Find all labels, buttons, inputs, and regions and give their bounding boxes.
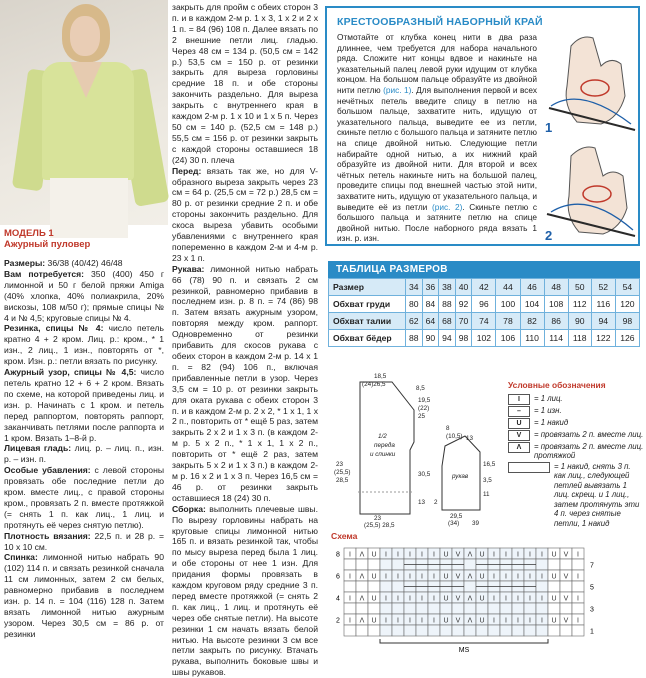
size-cell: 116 xyxy=(591,296,615,313)
chart-cell xyxy=(488,603,500,614)
chart-symbol: U xyxy=(479,617,485,625)
chart-symbol: I xyxy=(409,617,411,625)
fig2-number: 2 xyxy=(545,228,553,243)
svg-text:30,5: 30,5 xyxy=(418,471,431,478)
chart-symbol: Λ xyxy=(467,595,473,603)
chart-symbol: Λ xyxy=(359,573,365,581)
svg-text:и спинки: и спинки xyxy=(370,451,396,458)
rapport-bracket xyxy=(380,639,548,643)
chart-symbol: I xyxy=(349,617,351,625)
col1-paragraph: Спинка: лимонной нитью набрать 90 (102) 114 п. и связать резинкой сначала 11 см лимонных, затем 2 см белых, равномерно прибавив в последнем изн. р. 14 п. = 104 (116) 128 п. Затем вязать лимонной нитью ажурным узором. Через 30,5 см = 86 р. от резинки xyxy=(4,552,164,639)
chart-symbol: I xyxy=(505,573,507,581)
legend-desc: = провязать 2 п. вместе лиц. xyxy=(534,429,644,439)
chart-symbol: Λ xyxy=(467,617,473,625)
svg-text:11: 11 xyxy=(483,491,490,498)
chart-cell xyxy=(464,603,476,614)
chart-symbol: I xyxy=(529,617,531,625)
chart-symbol: I xyxy=(577,595,579,603)
chart-row-number: 6 xyxy=(336,573,340,581)
size-cell: 122 xyxy=(591,330,615,347)
chart-symbol: I xyxy=(433,617,435,625)
chart-symbol: V xyxy=(563,595,569,603)
chart-cell xyxy=(512,625,524,636)
chart-row-number: 3 xyxy=(590,606,594,614)
legend-desc: = 1 изн. xyxy=(534,405,562,415)
size-cell: 108 xyxy=(544,296,568,313)
chart-symbol: V xyxy=(563,551,569,559)
chart-symbol: I xyxy=(421,573,423,581)
chart-symbol: I xyxy=(505,551,507,559)
size-cell: 92 xyxy=(455,296,472,313)
size-cell: 84 xyxy=(422,296,439,313)
chart-cell xyxy=(548,581,560,592)
size-cell: 44 xyxy=(496,279,520,296)
size-cell: 86 xyxy=(544,313,568,330)
size-cell: 52 xyxy=(591,279,615,296)
svg-text:13: 13 xyxy=(418,499,426,506)
chart-cell xyxy=(560,559,572,570)
chart-symbol: I xyxy=(409,573,411,581)
legend-desc: = провязать 2 п. вместе лиц. протяжкой xyxy=(534,441,644,460)
chart-symbol: I xyxy=(409,551,411,559)
chart-symbol: I xyxy=(433,573,435,581)
size-cell: 70 xyxy=(455,313,472,330)
size-cell: 104 xyxy=(520,296,544,313)
legend-item xyxy=(508,442,644,461)
chart-symbol: I xyxy=(421,595,423,603)
chart-cell xyxy=(464,625,476,636)
chart-cell xyxy=(548,603,560,614)
legend-symbol xyxy=(508,462,550,473)
col1-paragraph: Лицевая гладь: лиц. р. – лиц. п., изн. р. – изн. п. xyxy=(4,443,164,465)
svg-text:23: 23 xyxy=(336,461,344,468)
chart-cell xyxy=(344,603,356,614)
chart-symbol: Λ xyxy=(359,595,365,603)
chart-symbol: U xyxy=(551,595,557,603)
svg-text:(25,5): (25,5) xyxy=(334,469,351,476)
size-table-title: ТАБЛИЦА РАЗМЕРОВ xyxy=(328,261,640,278)
chart-symbol: I xyxy=(517,551,519,559)
chart-cell xyxy=(476,603,488,614)
chart-cell xyxy=(428,603,440,614)
chart-cell xyxy=(344,625,356,636)
size-row-label: Размер xyxy=(329,279,406,296)
size-cell: 94 xyxy=(439,330,456,347)
chart-symbol: U xyxy=(443,551,449,559)
chart-cell xyxy=(368,625,380,636)
chart-symbol: I xyxy=(385,573,387,581)
chart-cell xyxy=(536,581,548,592)
chart-cell xyxy=(572,603,584,614)
chart-symbol: I xyxy=(397,551,399,559)
chart-symbol: I xyxy=(505,617,507,625)
svg-text:3,5: 3,5 xyxy=(483,477,492,484)
chart-symbol: V xyxy=(563,573,569,581)
chart-symbol: I xyxy=(385,551,387,559)
size-cell: 82 xyxy=(520,313,544,330)
legend-symbol: – xyxy=(508,406,530,417)
legend-symbol: Λ xyxy=(508,442,530,453)
size-cell: 94 xyxy=(591,313,615,330)
size-cell: 64 xyxy=(422,313,439,330)
chart-cell xyxy=(368,603,380,614)
svg-text:(24)26,5: (24)26,5 xyxy=(362,381,386,388)
chart-symbol: I xyxy=(397,617,399,625)
size-cell: 48 xyxy=(544,279,568,296)
size-cell: 40 xyxy=(455,279,472,296)
chart-symbol: I xyxy=(529,573,531,581)
legend-item xyxy=(508,418,644,429)
size-row-label: Обхват груди xyxy=(329,296,406,313)
chart-cell xyxy=(356,603,368,614)
chart-symbol: U xyxy=(443,595,449,603)
chart-row-number: 8 xyxy=(336,551,340,559)
chart-symbol: I xyxy=(433,551,435,559)
chart-symbol: I xyxy=(541,573,543,581)
instructions-column-1 xyxy=(4,228,164,640)
size-cell: 50 xyxy=(568,279,591,296)
chart-cell xyxy=(572,625,584,636)
chart-symbol: Λ xyxy=(467,573,473,581)
size-cell: 98 xyxy=(615,313,639,330)
legend-symbol: I xyxy=(508,394,530,405)
chart-cell xyxy=(428,625,440,636)
svg-text:28,5: 28,5 xyxy=(336,477,349,484)
instructions-column-2 xyxy=(172,2,318,678)
chart-symbol: V xyxy=(455,551,461,559)
chart-cell xyxy=(356,625,368,636)
svg-text:18,5: 18,5 xyxy=(374,373,387,380)
cast-on-title: КРЕСТООБРАЗНЫЙ НАБОРНЫЙ КРАЙ xyxy=(337,16,543,28)
legend-item xyxy=(508,430,644,441)
size-cell: 98 xyxy=(455,330,472,347)
col1-paragraph: Размеры: 36/38 (40/42) 46/48 xyxy=(4,258,123,268)
col1-paragraph: Ажурный узор, спицы № 4,5: число петель кратно 12 + 6 + 2 кром. Вязать по схеме, на которой приведены лиц. и изн. р. Начинать с 1 кром. и петель перед раппортом, повторять раппорт, заканчивать петлями после раппорта и 1 кром. Вязать 1–8-й р. xyxy=(4,367,164,443)
size-cell: 42 xyxy=(472,279,496,296)
chart-symbol: I xyxy=(433,595,435,603)
size-cell: 118 xyxy=(568,330,591,347)
chart-symbol: I xyxy=(541,595,543,603)
chart-cell xyxy=(416,603,428,614)
size-cell: 68 xyxy=(439,313,456,330)
chart-row-number: 2 xyxy=(336,617,340,625)
chart-symbol: U xyxy=(551,573,557,581)
fig2-ref: (рис. 2) xyxy=(431,201,463,212)
size-cell: 78 xyxy=(496,313,520,330)
size-row-label: Обхват бёдер xyxy=(329,330,406,347)
chart-symbol: U xyxy=(443,617,449,625)
chart-symbol: I xyxy=(529,551,531,559)
size-cell: 80 xyxy=(406,296,423,313)
chart-cell xyxy=(560,625,572,636)
chart-cell xyxy=(452,603,464,614)
chart-cell xyxy=(560,603,572,614)
chart-cell xyxy=(548,559,560,570)
size-cell: 62 xyxy=(406,313,423,330)
legend-item xyxy=(508,394,644,405)
chart-symbol: U xyxy=(443,573,449,581)
chart-cell xyxy=(536,603,548,614)
model-name: Ажурный пуловер xyxy=(4,239,91,250)
chart-symbol: I xyxy=(493,617,495,625)
size-cell: 54 xyxy=(615,279,639,296)
svg-text:2: 2 xyxy=(434,499,438,506)
chart-cell xyxy=(380,581,392,592)
chart-symbol: I xyxy=(421,551,423,559)
chart-cell xyxy=(404,625,416,636)
chart-symbol: V xyxy=(563,617,569,625)
chart-cell xyxy=(500,603,512,614)
chart-cell xyxy=(500,625,512,636)
fig1-ref: (рис. 1) xyxy=(383,84,412,95)
size-row xyxy=(329,296,640,313)
svg-text:(22): (22) xyxy=(418,405,430,412)
svg-text:25: 25 xyxy=(418,413,426,420)
svg-text:переда: переда xyxy=(374,442,395,449)
chart-symbol: U xyxy=(371,595,377,603)
chart-symbol: I xyxy=(517,617,519,625)
chart-symbol: I xyxy=(577,617,579,625)
legend-symbol: V xyxy=(508,430,530,441)
chart-row-number: 5 xyxy=(590,584,594,592)
chart-cell xyxy=(380,625,392,636)
chart-symbol: Λ xyxy=(467,551,473,559)
chart-cell xyxy=(392,625,404,636)
size-cell: 34 xyxy=(406,279,423,296)
chart-cell xyxy=(536,559,548,570)
chart-symbol: U xyxy=(371,617,377,625)
chart-symbol: I xyxy=(493,551,495,559)
chart-symbol: U xyxy=(479,551,485,559)
size-cell: 46 xyxy=(520,279,544,296)
fig1-number: 1 xyxy=(545,120,553,135)
svg-text:(10,5): (10,5) xyxy=(446,433,463,440)
size-cell: 126 xyxy=(615,330,639,347)
size-cell: 74 xyxy=(472,313,496,330)
chart-row-number: 7 xyxy=(590,562,594,570)
chart-cell xyxy=(356,581,368,592)
chart-cell xyxy=(368,559,380,570)
chart-cell xyxy=(416,625,428,636)
chart-symbol: U xyxy=(371,551,377,559)
size-row xyxy=(329,330,640,347)
chart-cell xyxy=(512,603,524,614)
size-cell: 114 xyxy=(544,330,568,347)
chart-symbol: U xyxy=(371,573,377,581)
chart-symbol: U xyxy=(551,617,557,625)
col2-paragraph: Сборка: выполнить плечевые швы. По вырезу горловины набрать на круговые спицы лимонной нитью 165 п. и вязать резинкой так, чтобы по мысу выреза перед была 1 лиц. и обе стороны от нее 1 изн. Для придания формы провязать в каждом круговом ряду средние 3 п. перед вместе протяжкой (= снять 2 п. как лиц., 1 лиц. и протянуть её через обе снятые петли). На высоте резинки 1 см начать вязать белой нитью. На высоте резинки 3 см все петли закрыть по рисунку. Втачать рукава, выполнить боковые швы и швы рукавов. xyxy=(172,503,318,678)
size-cell: 120 xyxy=(615,296,639,313)
col1-paragraph: Вам потребуется: 350 (400) 450 г лимонной и 50 г белой пряжи Amiga (40% хлопка, 40% полиакрила, 20% вискозы, 108 м/50 г); прямые спицы № 4 и № 4,5; круговые спицы № 4. xyxy=(4,268,164,323)
cast-on-text: Отмотайте от клубка конец нити в два раза длиннее, чем требуется для набора начального ряда. Сложите нит концы вдвое и накиньте на указательный палец левой руки идущим от клубка концом. На большом пальце образуйте из двойной нити петлю (рис. 1). Для выполнения первой и всех нечётных петель введите спицу в петлю на большом пальце, захватите нить, идущую от указательного пальца, выведите ее из петли, скиньте петлю с большого пальца и затяните петлю на спице двойной нитью. Следующие петли набирайте одной нитью, а их нижний край образуйте из двойной нити. Для второй и всех чётных петель накиньте нить на большой палец, проведите спицы под внешней частью этой нити, захватите нить, идущую от указательного пальца, и выведите её из петли (рис. 2). Скиньте петлю с большого пальца и затяните петлю на спице двойной нитью. После наборного ряда вязать 1 изн. р. изн. xyxy=(337,32,538,244)
size-cell: 38 xyxy=(439,279,456,296)
svg-text:8: 8 xyxy=(446,425,450,432)
chart-symbol: I xyxy=(529,595,531,603)
col2-paragraph: Перед: вязать так же, но для V-образного выреза закрыть через 23 см = 64 р. (25,5 см = 72 р.) 28,5 см = 80 р. от резинки средние 2 п. и обе стороны закончить раздельно. Для скоса выреза убавить особыми убавлениями с внутреннего края попеременно в каждом 2-м и 4-м р. 23 х 1 п. xyxy=(172,165,318,263)
pattern-diagram xyxy=(330,370,500,530)
chart-cell xyxy=(572,559,584,570)
chart-cell xyxy=(344,581,356,592)
rapport-label: MS xyxy=(458,647,470,654)
size-cell: 106 xyxy=(496,330,520,347)
size-cell: 88 xyxy=(406,330,423,347)
size-table xyxy=(328,261,640,347)
svg-text:1/2: 1/2 xyxy=(378,433,387,440)
chart-symbol: I xyxy=(397,573,399,581)
legend-desc: = 1 лиц. xyxy=(534,393,563,403)
svg-text:(25,5) 28,5: (25,5) 28,5 xyxy=(364,522,395,529)
legend-title: Условные обозначения xyxy=(508,380,606,390)
chart-symbol: V xyxy=(455,573,461,581)
size-row xyxy=(329,313,640,330)
chart-cell xyxy=(548,625,560,636)
svg-text:8,5: 8,5 xyxy=(416,385,425,392)
col2-paragraph: Рукава: лимонной нитью набрать 66 (78) 90 п. и связать 2 см резинкой, равномерно прибавив в последнем изн. р. 8 п. = 74 (86) 98 п. Затем вязать ажурным узором, повторяя между кром. раппорт. Одновременно от резинки прибавить для скосов рукава с обеих сторон в каждом 2-м р. 14 х 1 п. = 82 (94) 106 п., включая прибавленные петли в узор. Через 3,5 см = 10 р. от резинки закрыть для оката рукава с обеих сторон 3 п. и в каждом 2-м р. 2 х 2, * 1 х 1, 1 х 2 п., повторить от * ещё 5 раз, затем закрыть 2 х 2 и 1 х 3 п. (в каждом 2-м р. 5 х 2 п., * 1 х 1, 1 х 2 п., повторить от * ещё 2 раз, затем закрыть 5 х 2 и 1 х 3 п.) в каждом 2-м р. 16 х 2 и 1 х 3 п. Через 16,5 см = 46 р. от резинки закрыть оставшиеся 18 (24) 30 п. xyxy=(172,263,318,503)
size-cell: 112 xyxy=(568,296,591,313)
chart-symbol: I xyxy=(421,617,423,625)
cast-on-box xyxy=(325,6,640,246)
cast-on-illustration xyxy=(541,26,637,244)
chart-symbol: I xyxy=(349,551,351,559)
chart-symbol: I xyxy=(493,573,495,581)
size-cell: 102 xyxy=(472,330,496,347)
size-table-grid xyxy=(328,278,640,347)
chart-symbol: V xyxy=(455,595,461,603)
chart-symbol: I xyxy=(385,595,387,603)
svg-text:(34): (34) xyxy=(448,520,460,527)
svg-text:29,5: 29,5 xyxy=(450,513,463,520)
chart-cell xyxy=(572,581,584,592)
chart-cell xyxy=(392,581,404,592)
chart-symbol: U xyxy=(479,595,485,603)
svg-text:13: 13 xyxy=(466,435,474,442)
model-photo xyxy=(0,0,168,225)
chart-cell xyxy=(404,603,416,614)
chart-cell xyxy=(380,603,392,614)
model-number: МОДЕЛЬ 1 xyxy=(4,228,54,239)
chart-symbol: U xyxy=(551,551,557,559)
chart-symbol: I xyxy=(349,595,351,603)
svg-text:23: 23 xyxy=(374,515,382,522)
svg-text:39: 39 xyxy=(472,520,480,527)
chart-cell xyxy=(464,559,476,570)
chart-cell xyxy=(464,581,476,592)
chart-symbol: Λ xyxy=(359,617,365,625)
legend-desc: = 1 накид xyxy=(534,417,569,427)
chart-symbol: I xyxy=(409,595,411,603)
chart-cell xyxy=(368,581,380,592)
legend-desc: = 1 накид, снять 3 п. как лиц., следующей петлей вывязать 1 лиц. скрещ. и 1 лиц., затем протянуть эти 4 п. через снятые петли, 1 накид xyxy=(554,461,640,528)
schema-title: Схема xyxy=(331,531,358,541)
legend-symbol: U xyxy=(508,418,530,429)
size-row xyxy=(329,279,640,296)
legend-item xyxy=(508,462,644,529)
chart-cell xyxy=(524,603,536,614)
chart-row-number: 4 xyxy=(336,595,340,603)
chart-cell xyxy=(344,559,356,570)
legend xyxy=(508,381,644,529)
chart-symbol: I xyxy=(349,573,351,581)
chart-symbol: Λ xyxy=(359,551,365,559)
col2-paragraph: закрыть для пройм с обеих сторон 3 п. и в каждом 2-м р. 1 х 3, 1 х 2 и 2 х 1 п. = 84 (96) 108 п. Далее вязать по 2 внешние петли лиц. гладью. Через 48 см = 134 р. (50,5 см = 142 р.) 53,5 см = 150 р. от резинки закрыть для выреза горловины средние 18 п. и обе стороны закончить раздельно. Для выреза закрыть с внутреннего края в каждом 2-м р. 1 х 10 и 1 х 5 п. Через 50 см = 140 р. (52,5 см = 148 р.) 55,5 см = 156 р. от резинки закрыть с каждой стороны оставшиеся 18 (24) 30 п. плеча xyxy=(172,2,318,165)
chart-cell xyxy=(560,581,572,592)
col1-paragraph: Плотность вязания: 22,5 п. и 28 р. = 10 х 10 см. xyxy=(4,530,164,552)
col1-paragraph: Особые убавления: с левой стороны провязать обе последние петли до кром. вместе лиц., с правой стороны кром., провязать 2 п. вместе протяжкой (= снять 1 п. как лиц., 1 лиц. и протянуть её через снятую петлю). xyxy=(4,465,164,530)
chart-symbol: I xyxy=(541,551,543,559)
chart-cell xyxy=(440,603,452,614)
size-cell: 36 xyxy=(422,279,439,296)
chart-symbol: V xyxy=(455,617,461,625)
chart-symbol: I xyxy=(577,551,579,559)
chart-cell xyxy=(452,625,464,636)
legend-item xyxy=(508,406,644,417)
chart-symbol: I xyxy=(385,617,387,625)
size-cell: 88 xyxy=(439,296,456,313)
chart-cell xyxy=(476,625,488,636)
knitting-chart xyxy=(330,542,646,654)
chart-symbol: I xyxy=(541,617,543,625)
svg-text:19,5: 19,5 xyxy=(418,397,431,404)
chart-symbol: I xyxy=(517,573,519,581)
chart-cell xyxy=(356,559,368,570)
col1-paragraph: Резинка, спицы № 4: число петель кратно 4 + 2 кром. Лиц. р.: кром., * 1 изн., 2 лиц., 1 изн., повторять от *, кром. Изн. р.: петли вязать по рисунку. xyxy=(4,323,164,367)
chart-symbol: I xyxy=(517,595,519,603)
size-cell: 96 xyxy=(472,296,496,313)
svg-text:рукав: рукав xyxy=(452,473,469,480)
chart-row-number: 1 xyxy=(590,628,594,636)
chart-cell xyxy=(380,559,392,570)
size-cell: 90 xyxy=(568,313,591,330)
chart-cell xyxy=(440,625,452,636)
size-cell: 90 xyxy=(422,330,439,347)
chart-symbol: I xyxy=(397,595,399,603)
chart-symbol: I xyxy=(577,573,579,581)
size-cell: 100 xyxy=(496,296,520,313)
chart-cell xyxy=(524,625,536,636)
chart-cell xyxy=(536,625,548,636)
chart-symbol: I xyxy=(505,595,507,603)
chart-cell xyxy=(392,559,404,570)
svg-text:16,5: 16,5 xyxy=(483,461,496,468)
size-cell: 110 xyxy=(520,330,544,347)
chart-cell xyxy=(488,625,500,636)
chart-symbol: U xyxy=(479,573,485,581)
chart-cell xyxy=(392,603,404,614)
size-row-label: Обхват талии xyxy=(329,313,406,330)
chart-symbol: I xyxy=(493,595,495,603)
